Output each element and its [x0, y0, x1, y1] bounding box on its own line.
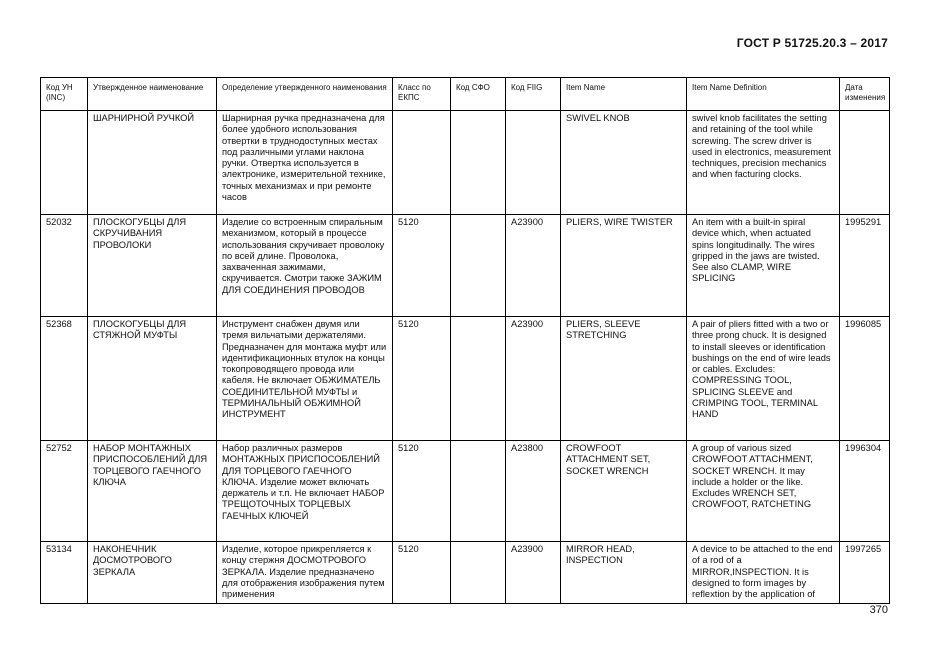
cell-date: 1996304 [840, 441, 890, 542]
cell-item-definition: A device to be attached to the end of a rod of a MIRROR,INSPECTION. It is designed to form images by reflextion by the application of [687, 542, 840, 604]
cell-sfo [451, 215, 506, 317]
table-row [41, 317, 890, 441]
cell-definition: Изделие со встроенным спиральным механизмом, который в процессе использования скручивает проволоку по всей длине. Проволока, захваченная зажимами, скручивается. Смотри также ЗАЖИМ ДЛЯ СОЕДИНЕНИЯ ПРОВОДОВ [217, 215, 393, 317]
header-definition: Определение утвержденного наименования [217, 78, 393, 111]
cell-code: 52752 [41, 441, 88, 542]
cell-date: 1996085 [840, 317, 890, 441]
cell-fiig [506, 111, 561, 215]
cell-name: ПЛОСКОГУБЦЫ ДЛЯ СТЯЖНОЙ МУФТЫ [88, 317, 217, 441]
cell-sfo [451, 111, 506, 215]
cell-sfo [451, 542, 506, 604]
cell-fiig: A23900 [506, 317, 561, 441]
cell-class: 5120 [393, 215, 451, 317]
table-header-row [41, 78, 890, 111]
cell-class: 5120 [393, 542, 451, 604]
cell-code: 52032 [41, 215, 88, 317]
cell-item-name: CROWFOOT ATTACHMENT SET, SOCKET WRENCH [561, 441, 687, 542]
cell-sfo [451, 441, 506, 542]
cell-name: НАКОНЕЧНИК ДОСМОТРОВОГО ЗЕРКАЛА [88, 542, 217, 604]
cell-item-name: MIRROR HEAD, INSPECTION [561, 542, 687, 604]
cell-item-definition: swivel knob facilitates the setting and retaining of the tool while screwing. The screw driver is used in electronics, measurement techniques, precision mechanics and when facturing clocks. [687, 111, 840, 215]
cell-fiig: A23900 [506, 542, 561, 604]
header-sfo: Код СФО [451, 78, 506, 111]
document-standard-header: ГОСТ Р 51725.20.3 – 2017 [736, 36, 888, 50]
cell-definition: Инструмент снабжен двумя или тремя вильчатыми держателями. Предназначен для монтажа муфт или идентификационных втулок на концы токопроводящего провода или кабеля. Не включает ОБЖИМАТЕЛЬ СОЕДИНИТЕЛЬНОЙ МУФТЫ и ТЕРМИНАЛЬНЫЙ ОБЖИМНОЙ ИНСТРУМЕНТ [217, 317, 393, 441]
cell-item-definition: A group of various sized CROWFOOT ATTACHMENT, SOCKET WRENCH. It may include a holder or the like. Excludes WRENCH SET, CROWFOOT, RATCHETING [687, 441, 840, 542]
cell-class [393, 111, 451, 215]
header-class: Класс по ЕКПС [393, 78, 451, 111]
cell-class: 5120 [393, 441, 451, 542]
cell-code [41, 111, 88, 215]
cell-date [840, 111, 890, 215]
header-date: Дата изменения [840, 78, 890, 111]
table-row [41, 542, 890, 604]
header-item-name: Item Name [561, 78, 687, 111]
cell-item-definition: A pair of pliers fitted with a two or three prong chuck. It is designed to install sleeves or identification bushings on the end of wire leads or cables. Excludes: COMPRESSING TOOL, SPLICING SLEEVE and CRIMPING TOOL, TERMINAL HAND [687, 317, 840, 441]
cell-name: ПЛОСКОГУБЦЫ ДЛЯ СКРУЧИВАНИЯ ПРОВОЛОКИ [88, 215, 217, 317]
cell-item-name: PLIERS, SLEEVE STRETCHING [561, 317, 687, 441]
cell-item-name: SWIVEL KNOB [561, 111, 687, 215]
cell-code: 53134 [41, 542, 88, 604]
cell-definition: Шарнирная ручка предназначена для более удобного использования отвертки в труднодоступных местах под различными углами наклона ручки. Отвертка используется в электронике, измерительной технике, точных механизмах и при ремонте часов [217, 111, 393, 215]
cell-definition: Набор различных размеров МОНТАЖНЫХ ПРИСПОСОБЛЕНИЙ ДЛЯ ТОРЦЕВОГО ГАЕЧНОГО КЛЮЧА. Изделие может включать держатель и т.п. Не включает НАБОР ТРЕЩОТОЧНЫХ ТОРЦЕВЫХ ГАЕЧНЫХ КЛЮЧЕЙ [217, 441, 393, 542]
cell-sfo [451, 317, 506, 441]
cell-definition: Изделие, которое прикрепляется к концу стержня ДОСМОТРОВОГО ЗЕРКАЛА. Изделие предназначено для отображения изображения путем применения [217, 542, 393, 604]
header-item-definition: Item Name Definition [687, 78, 840, 111]
cell-fiig: A23900 [506, 215, 561, 317]
header-fiig: Код FIIG [506, 78, 561, 111]
cell-item-name: PLIERS, WIRE TWISTER [561, 215, 687, 317]
table-row [41, 441, 890, 542]
cell-item-definition: An item with a built-in spiral device which, when actuated spins longitudinally. The wires gripped in the jaws are twisted. See also CLAMP, WIRE SPLICING [687, 215, 840, 317]
cell-date: 1995291 [840, 215, 890, 317]
cell-name: НАБОР МОНТАЖНЫХ ПРИСПОСОБЛЕНИЙ ДЛЯ ТОРЦЕВОГО ГАЕЧНОГО КЛЮЧА [88, 441, 217, 542]
cell-code: 52368 [41, 317, 88, 441]
table-row [41, 215, 890, 317]
cell-date: 1997265 [840, 542, 890, 604]
header-name: Утвержденное наименование [88, 78, 217, 111]
cell-name: ШАРНИРНОЙ РУЧКОЙ [88, 111, 217, 215]
table-row [41, 111, 890, 215]
cell-fiig: A23800 [506, 441, 561, 542]
page-number: 370 [869, 604, 888, 616]
cell-class: 5120 [393, 317, 451, 441]
catalog-table [40, 77, 890, 604]
header-code: Код УН (INC) [41, 78, 88, 111]
